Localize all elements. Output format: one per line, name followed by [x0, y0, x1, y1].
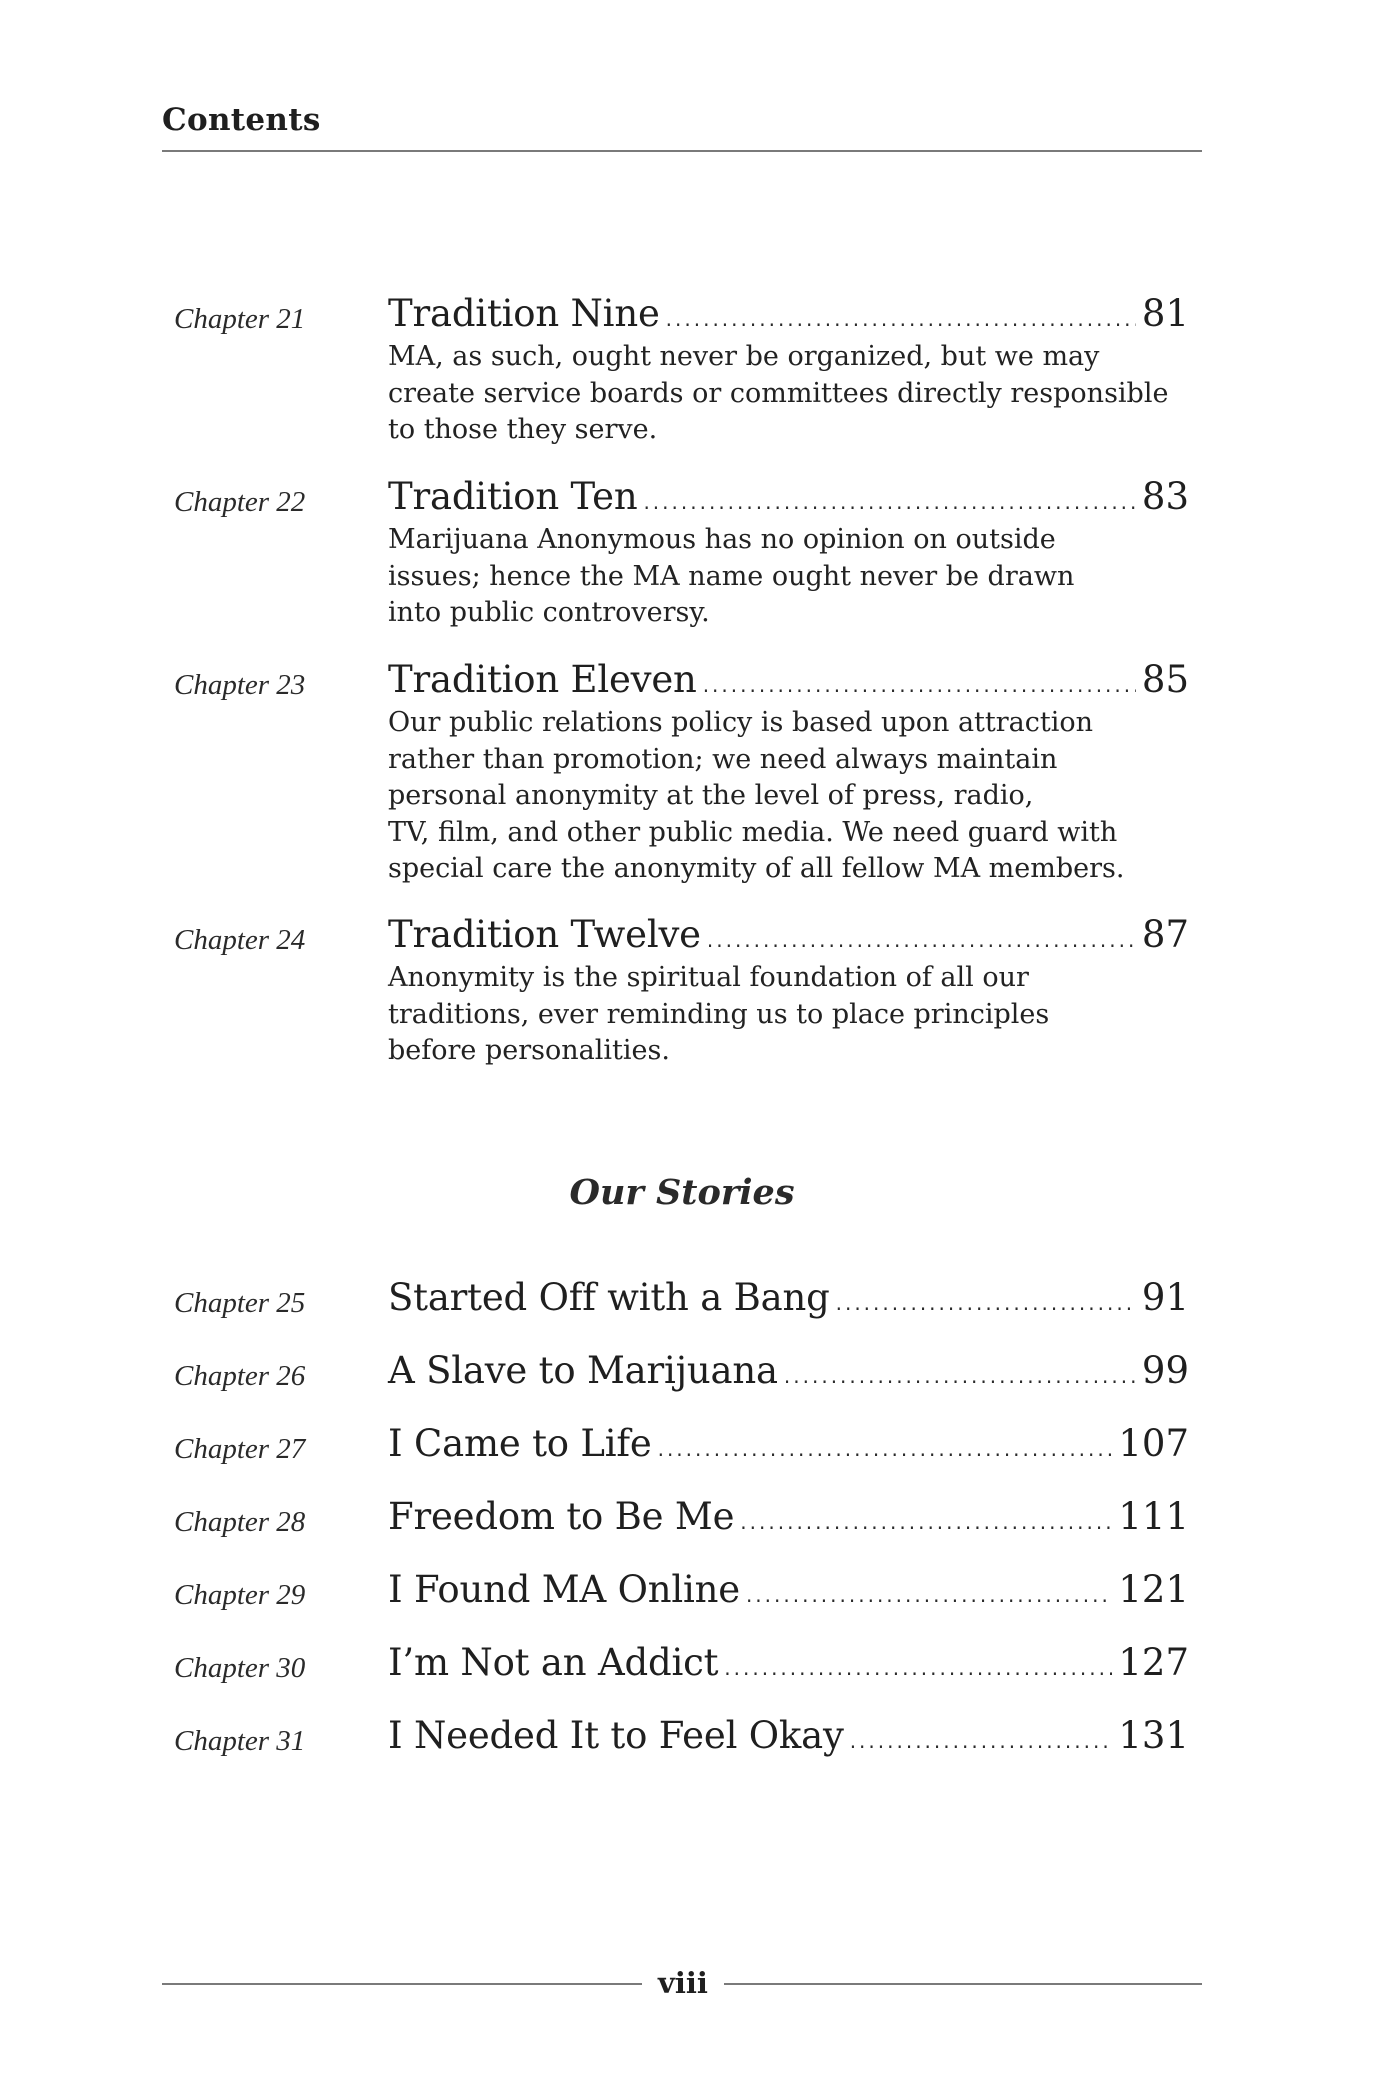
- chapter-label: Chapter 21: [174, 303, 306, 335]
- footer-rule-left: [162, 1983, 642, 1985]
- chapter-label: Chapter 25: [174, 1287, 306, 1319]
- toc-title: Tradition Eleven: [388, 658, 697, 701]
- toc-title-line: [388, 1422, 1189, 1465]
- toc-title-line: [388, 1641, 1189, 1684]
- chapter-label: Chapter 31: [174, 1725, 306, 1757]
- page-number: 81: [1141, 292, 1189, 335]
- chapter-label: Chapter 27: [174, 1433, 306, 1465]
- page-number: 91: [1141, 1276, 1189, 1319]
- page-folio: viii: [658, 1966, 708, 2000]
- tradition-description: [388, 960, 1128, 1070]
- chapter-label: Chapter 30: [174, 1652, 306, 1684]
- toc-title-line: [388, 1568, 1189, 1611]
- toc-title: I’m Not an Addict: [388, 1641, 719, 1684]
- page-number: 127: [1118, 1641, 1189, 1684]
- tradition-description: [388, 522, 1128, 632]
- page-number: 99: [1141, 1349, 1189, 1392]
- toc-title-line: [388, 292, 1189, 335]
- description-line: to those they serve.: [388, 414, 658, 445]
- dot-leader: [850, 1729, 1113, 1753]
- dot-leader: [666, 307, 1136, 331]
- toc-title: A Slave to Marijuana: [388, 1349, 778, 1392]
- chapter-label: Chapter 29: [174, 1579, 306, 1611]
- footer-rule-right: [724, 1983, 1202, 1985]
- toc-title-line: [388, 1349, 1189, 1392]
- description-line: Marijuana Anonymous has no opinion on outside: [388, 524, 1056, 555]
- description-line: into public controversy.: [388, 597, 710, 628]
- toc-title: Tradition Twelve: [388, 913, 701, 956]
- dot-leader: [707, 928, 1136, 952]
- toc-title: I Found MA Online: [388, 1568, 740, 1611]
- toc-title: Started Off with a Bang: [388, 1276, 830, 1319]
- description-line: MA, as such, ought never be organized, but we may: [388, 341, 1100, 372]
- description-line: special care the anonymity of all fellow MA members.: [388, 853, 1125, 884]
- toc-title-line: [388, 475, 1189, 518]
- description-line: before personalities.: [388, 1035, 670, 1066]
- chapter-label: Chapter 23: [174, 669, 306, 701]
- page-number: 131: [1118, 1714, 1189, 1757]
- running-head: Contents: [162, 102, 321, 138]
- dot-leader: [658, 1437, 1113, 1461]
- section-heading-our-stories: Our Stories: [569, 1172, 795, 1213]
- dot-leader: [784, 1364, 1136, 1388]
- toc-title-line: [388, 1714, 1189, 1757]
- toc-title-line: [388, 1495, 1189, 1538]
- description-line: traditions, ever reminding us to place principles: [388, 998, 1050, 1030]
- page-number: 87: [1141, 913, 1189, 956]
- toc-title: I Came to Life: [388, 1422, 652, 1465]
- dot-leader: [703, 673, 1136, 697]
- header-rule: [162, 150, 1202, 152]
- page-number: 121: [1118, 1568, 1189, 1611]
- toc-title: Tradition Ten: [388, 475, 638, 518]
- description-line: issues; hence the MA name ought never be drawn: [388, 560, 1075, 592]
- toc-title-line: [388, 1276, 1189, 1319]
- toc-title-line: [388, 913, 1189, 956]
- tradition-description: [388, 705, 1128, 888]
- description-line: create service boards or committees directly responsible: [388, 377, 1169, 409]
- toc-title-line: [388, 658, 1189, 701]
- toc-title: Tradition Nine: [388, 292, 660, 335]
- description-line: Anonymity is the spiritual foundation of all our: [388, 962, 1029, 993]
- description-line: rather than promotion; we need always maintain: [388, 743, 1058, 775]
- chapter-label: Chapter 24: [174, 924, 306, 956]
- tradition-description: [388, 339, 1169, 449]
- chapter-label: Chapter 28: [174, 1506, 306, 1538]
- description-line: Our public relations policy is based upon attraction: [388, 707, 1094, 738]
- dot-leader: [746, 1583, 1112, 1607]
- description-line: personal anonymity at the level of press, radio,: [388, 780, 1034, 811]
- toc-title: I Needed It to Feel Okay: [388, 1714, 844, 1757]
- page-number: 111: [1118, 1495, 1189, 1538]
- page-number: 83: [1141, 475, 1189, 518]
- page-number: 85: [1141, 658, 1189, 701]
- chapter-label: Chapter 22: [174, 486, 306, 518]
- description-line: TV, film, and other public media. We need guard with: [388, 816, 1118, 848]
- dot-leader: [643, 490, 1135, 514]
- dot-leader: [740, 1510, 1112, 1534]
- dot-leader: [836, 1291, 1136, 1315]
- page-number: 107: [1118, 1422, 1189, 1465]
- chapter-label: Chapter 26: [174, 1360, 306, 1392]
- toc-title: Freedom to Be Me: [388, 1495, 735, 1538]
- dot-leader: [724, 1656, 1112, 1680]
